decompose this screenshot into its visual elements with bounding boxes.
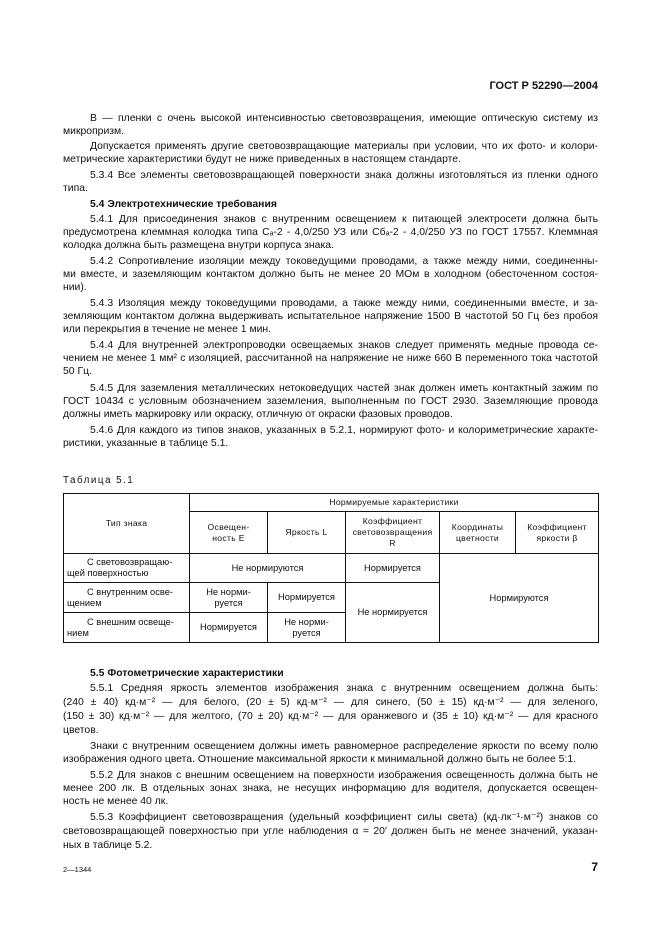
text-line: земляющим контактом должна выдерживать испытательное напряжение 1500 В частотой 50 Гц без пробоя xyxy=(63,311,598,322)
page-number: 7 xyxy=(591,860,598,874)
table-caption: Таблица 5.1 xyxy=(63,475,135,486)
text-line: В — пленки с очень высокой интенсивностью световозвращения, имеющие оптическую систему из xyxy=(90,113,598,124)
text-line: метрические характеристики будут не ниже приведенных в настоящем стандарте. xyxy=(63,154,461,165)
text-line: 5.5.1 Средняя яркость элементов изображения знака с внутренним освещением должна быть: xyxy=(90,683,598,694)
text-line: или перекрытия в течение не менее 1 мин. xyxy=(63,324,272,335)
text-line: 5.4.6 Для каждого из типов знаков, указанных в 5.2.1, нормируют фото- и колориметрические характе- xyxy=(90,425,598,436)
text-line: изображения одного цвета. Отношение максимальной яркости к минимальной должно быть не более 5:1. xyxy=(63,754,577,765)
row-retroreflective: С световозвращаю- щей поверхностью xyxy=(64,554,190,583)
document-header: ГОСТ Р 52290—2004 xyxy=(489,80,598,92)
cell-not-normalized: Не нормируются xyxy=(190,554,346,583)
text-line: типа. xyxy=(63,183,88,194)
print-code: 2—1344 xyxy=(63,865,92,874)
table-5-1 xyxy=(63,493,599,643)
group-header: Нормируемые характеристики xyxy=(190,494,599,512)
text-line: 5.4.5 Для заземления металлических нетоковедущих частей знак должен иметь контактный зажим по xyxy=(90,383,598,394)
text-line: цветов. xyxy=(63,725,99,736)
text-line: ГОСТ 10434 с условным обозначением заземления, выполненным по ГОСТ 2930. Заземляющие провода xyxy=(63,396,598,407)
text-line: ристики, указанные в таблице 5.1. xyxy=(63,438,229,449)
text-line: 5.5.2 Для знаков с внешним освещением на поверхности изображения освещенность должна быть не xyxy=(90,770,598,781)
text-line: Допускается применять другие световозвращающие материалы при условии, что их фото- и колори- xyxy=(90,141,598,152)
cell-illum-normalized: Нормируется xyxy=(190,613,268,643)
col-header-luminance-factor: Коэффициент яркости β xyxy=(516,512,599,554)
text-line: менее 200 лк. В отдельных зонах знака, не несущих информацию для водителя, допускается освещен- xyxy=(63,783,598,794)
col-header-chromaticity: Координаты цветности xyxy=(440,512,516,554)
text-line: ных в таблице 5.2. xyxy=(63,840,153,851)
row-internal-lighting: С внутренним осве- щением xyxy=(64,583,190,613)
section-heading-5-4: 5.4 Электротехнические требования xyxy=(90,199,277,210)
text-line: микропризм. xyxy=(63,126,125,137)
text-line: предусмотрена клеммная колодка типа Сₐ-2 - 4,0/250 УЗ или Сбₐ-2 - 4,0/250 УЗ по ГОСТ 17557. Клеммная xyxy=(63,227,598,238)
text-line: световозвращающей поверхностью при угле наблюдения α = 20′ должен быть не менее значений, указан- xyxy=(63,826,598,837)
cell-lum-normalized: Нормируется xyxy=(268,583,346,613)
cell-retro-not-normalized: Не нормируется xyxy=(346,583,440,643)
cell-lum-not-normalized: Не норми- руется xyxy=(268,613,346,643)
col-header-type: Тип знака xyxy=(64,494,190,554)
cell-normalized-merged: Нормируются xyxy=(440,554,599,643)
cell-illum-not-normalized: Не норми- руется xyxy=(190,583,268,613)
row-external-lighting: С внешним освеще- нием xyxy=(64,613,190,643)
text-line: Знаки с внутренним освещением должны иметь равномерное распределение яркости по всему полю xyxy=(90,741,598,752)
text-line: 50 Гц. xyxy=(63,366,92,377)
col-header-illuminance: Освещен- ность E xyxy=(190,512,268,554)
text-line: колодка должна быть размещена внутри корпуса знака. xyxy=(63,240,334,251)
text-line: (240 ± 40) кд·м⁻² — для белого, (20 ± 5) кд·м⁻² — для синего, (50 ± 15) кд·м⁻² — для зеленого, xyxy=(63,697,598,708)
text-line: 5.3.4 Все элементы световозвращающей поверхности знака должны изготовляться из пленки одного xyxy=(90,170,598,181)
text-line: (150 ± 30) кд·м⁻² — для желтого, (70 ± 20) кд·м⁻² — для оранжевого и (35 ± 10) кд·м⁻² — для красного xyxy=(63,711,598,722)
cell-normalized: Нормируется xyxy=(346,554,440,583)
col-header-luminance: Яркость L xyxy=(268,512,346,554)
text-line: 5.4.1 Для присоединения знаков с внутренним освещением к питающей электросети должна быть xyxy=(90,214,598,225)
text-line: чением не менее 1 мм² с изоляцией, рассчитанной на напряжение не ниже 660 В переменного тока частотой xyxy=(63,353,598,364)
text-line: должны иметь маркировку или окраску, отличную от окраски фазовых проводов. xyxy=(63,409,453,420)
col-header-retroreflection: Коэффициент световозвращения R xyxy=(346,512,440,554)
text-line: 5.5.3 Коэффициент световозвращения (удельный коэффициент силы света) (кд·лк⁻¹·м⁻²) знаков со xyxy=(90,812,598,823)
text-line: нии). xyxy=(63,282,87,293)
text-line: 5.4.2 Сопротивление изоляции между токоведущими проводами, а также между ними, соединенны- xyxy=(90,256,598,267)
text-line: 5.4.4 Для внутренней электропроводки освещаемых знаков следует применять медные провода се- xyxy=(90,340,598,351)
text-line: ность не менее 40 лк. xyxy=(63,796,169,807)
text-line: 5.4.3 Изоляция между токоведущими проводами, а также между ними, соединенными вместе, и за- xyxy=(90,298,598,309)
text-line: ми вместе, и заземляющим контактом должно быть не менее 20 МОм в холодном (обесточенном состоя- xyxy=(63,269,598,280)
section-heading-5-5: 5.5 Фотометрические характеристики xyxy=(90,668,284,679)
